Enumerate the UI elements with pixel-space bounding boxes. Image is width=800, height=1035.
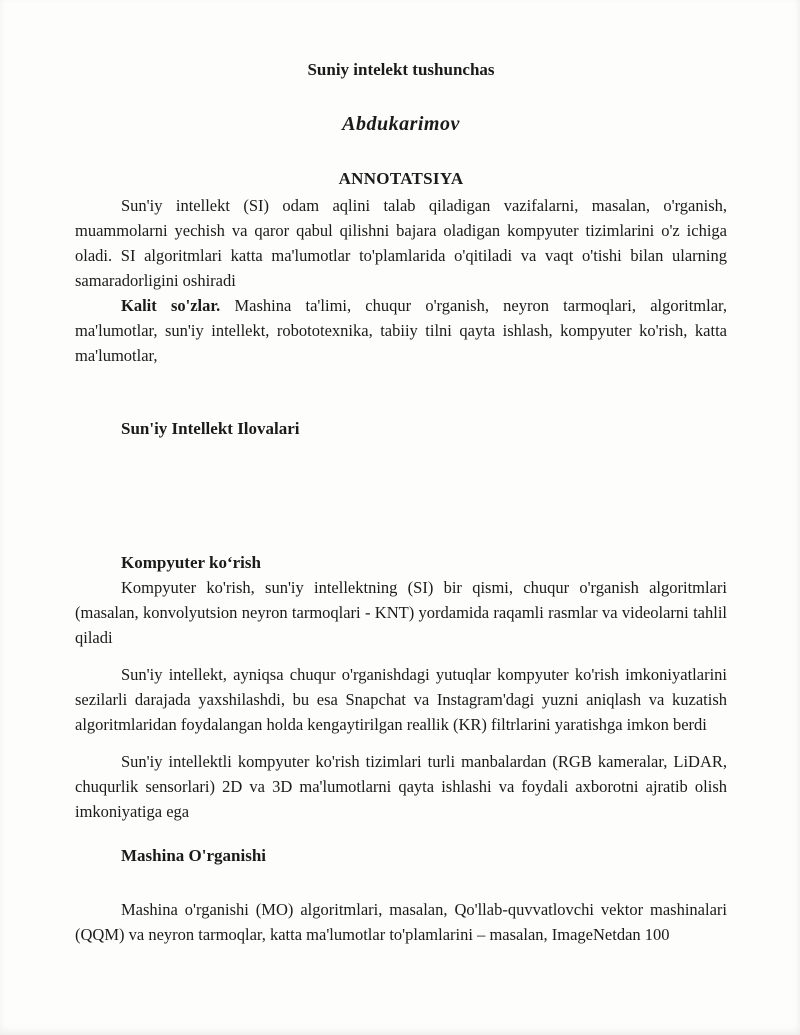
computer-vision-paragraph-2: Sun'iy intellekt, ayniqsa chuqur o'rganishdagi yutuqlar kompyuter ko'rish imkoniyatlarini sezilarli darajada yaxshilashdi, bu esa Snapchat va Instagram'dagi yuzni aniqlash va kuzatish algoritmlaridan foydalangan holda kengaytirilgan reallik (KR) filtrlarini yaratishga imkon berdi (75, 665, 727, 734)
keywords-text: Mashina ta'limi, chuqur o'rganish, neyron tarmoqlari, algoritmlar, ma'lumotlar, sun'iy intellekt, robototexnika, tabiiy tilni qayta ishlash, kompyuter ko'rish, katta ma'lumotlar, (75, 296, 727, 365)
document-title: Suniy intelekt tushunchas (307, 60, 495, 79)
annotation-paragraph: Sun'iy intellekt (SI) odam aqlini talab qiladigan vazifalarni, masalan, o'rganish, muammolarni yechish va qaror qabul qilishni bajara oladigan kompyuter tizimlarini o'z ichiga oladi. SI algoritmlari katta ma'lumotlar to'plamlarida o'qitiladi va vaqt o'tishi bilan ularning samaradorligini oshiradi (75, 196, 727, 290)
section-heading-computer-vision: Kompyuter koʻrish (121, 553, 261, 572)
keywords-label: Kalit so'zlar. (121, 296, 221, 315)
machine-learning-paragraph: Mashina o'rganishi (MO) algoritmlari, masalan, Qo'llab-quvvatlovchi vektor mashinalari (QQM) va neyron tarmoqlar, katta ma'lumotlar to'plamlarini – masalan, ImageNetdan 100 (75, 900, 727, 944)
keywords-paragraph (75, 293, 727, 368)
computer-vision-paragraph-1: Kompyuter ko'rish, sun'iy intellektning (SI) bir qismi, chuqur o'rganish algoritmlari (masalan, konvolyutsion neyron tarmoqlari - KNT) yordamida raqamli rasmlar va videolarni tahlil qiladi (75, 578, 727, 647)
section-heading-machine-learning: Mashina O'rganishi (121, 846, 267, 865)
section-heading-ai-applications: Sun'iy Intellekt Ilovalari (121, 419, 300, 438)
document-author: Abdukarimov (342, 113, 460, 135)
annotation-heading: ANNOTATSIYA (338, 169, 464, 188)
computer-vision-paragraph-3: Sun'iy intellektli kompyuter ko'rish tizimlari turli manbalardan (RGB kameralar, LiDAR, chuqurlik sensorlari) 2D va 3D ma'lumotlarni qayta ishlashi va foydali axborotni ajratib olish imkoniyatiga ega (75, 752, 727, 821)
